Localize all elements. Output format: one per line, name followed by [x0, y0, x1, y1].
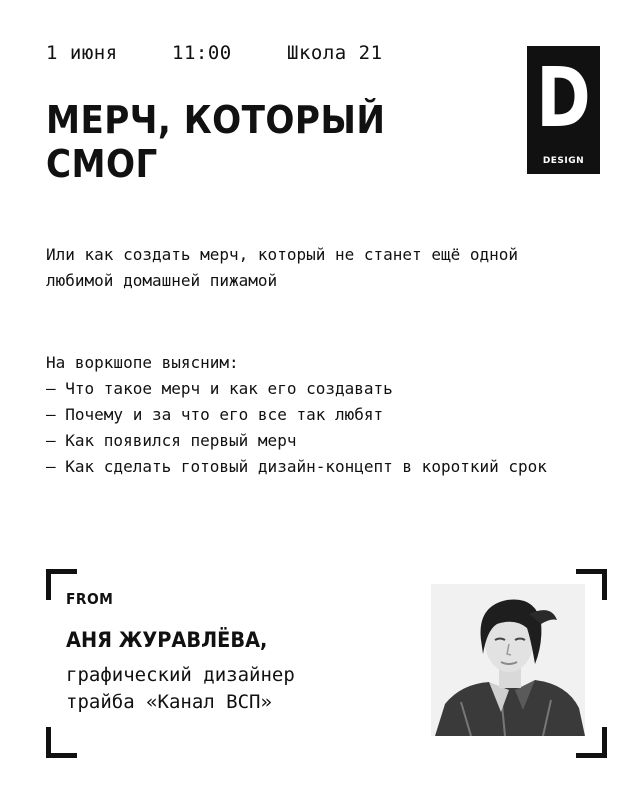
speaker-role-line-2: трайба «Канал ВСП»: [66, 691, 272, 713]
title-line-1: МЕРЧ, КОТОРЫЙ: [46, 98, 386, 142]
speaker-role-line-1: графический дизайнер: [66, 664, 295, 686]
workshop-list: [46, 376, 547, 480]
design-logo: [527, 46, 600, 174]
workshop-intro: На воркшопе выясним:: [46, 353, 239, 372]
title-line-2: СМОГ: [46, 142, 158, 186]
speaker-photo: [431, 584, 585, 736]
frame-corner-bottom-left: [46, 727, 77, 758]
subtitle: Или как создать мерч, который не станет ещё одной любимой домашней пижамой: [46, 245, 519, 290]
logo-word: DESIGN: [542, 156, 585, 166]
page-title: [46, 98, 478, 186]
list-item: – Как появился первый мерч: [46, 431, 297, 450]
list-item: – Что такое мерч и как его создавать: [46, 379, 393, 398]
logo-letter: D: [536, 51, 591, 146]
from-label: FROM: [66, 590, 114, 608]
event-venue: Школа 21: [287, 42, 383, 64]
speaker-name: АНЯ ЖУРАВЛЁВА,: [66, 628, 268, 652]
event-time: 11:00: [172, 42, 232, 64]
event-date: 1 июня: [46, 42, 118, 64]
speaker-role: [66, 662, 295, 716]
event-meta: [46, 42, 383, 64]
speaker-portrait-image: [431, 584, 585, 736]
list-item: – Как сделать готовый дизайн-концепт в короткий срок: [46, 457, 547, 476]
list-item: – Почему и за что его все так любят: [46, 405, 384, 424]
